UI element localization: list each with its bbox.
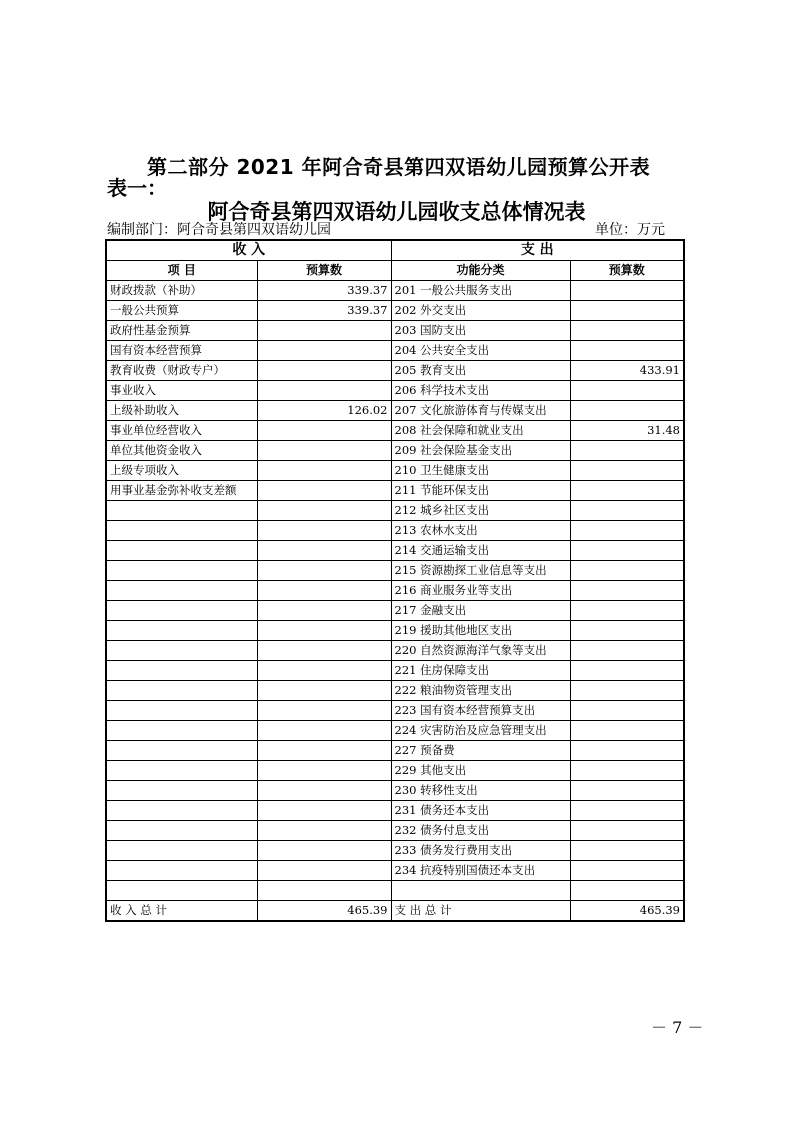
income-budget-cell [257,661,391,681]
expense-budget-cell [570,561,684,581]
compiling-department: 编制部门：阿合奇县第四双语幼儿园 [107,222,331,238]
income-budget-cell [257,601,391,621]
expense-budget-cell [570,521,684,541]
table-row [106,801,684,821]
income-item-cell [106,781,257,801]
expense-budget-cell [570,781,684,801]
table-row [106,701,684,721]
income-item-cell [106,821,257,841]
income-budget-cell [257,641,391,661]
income-budget-cell [257,681,391,701]
income-item-cell: 上级专项收入 [106,461,257,481]
expense-function-cell: 211 节能环保支出 [391,481,570,501]
expense-budget-cell [570,701,684,721]
income-item-cell: 事业单位经营收入 [106,421,257,441]
expense-function-cell: 234 抗疫特别国债还本支出 [391,861,570,881]
expense-function-cell: 223 国有资本经营预算支出 [391,701,570,721]
col-header-function: 功能分类 [391,261,570,281]
expense-budget-cell [570,601,684,621]
expense-function-cell: 206 科学技术支出 [391,381,570,401]
part-title: 第二部分 2021 年阿合奇县第四双语幼儿园预算公开表 [147,155,651,179]
income-item-cell [106,801,257,821]
expense-function-cell: 204 公共安全支出 [391,341,570,361]
expense-budget-cell [570,441,684,461]
table-row [106,521,684,541]
income-budget-cell [257,561,391,581]
table-row [106,721,684,741]
expense-budget-cell [570,741,684,761]
expense-budget-cell [570,321,684,341]
expense-function-cell: 230 转移性支出 [391,781,570,801]
income-group-header: 收 入 [106,240,391,261]
table-row [106,601,684,621]
income-budget-cell: 339.37 [257,301,391,321]
expense-function-cell: 224 灾害防治及应急管理支出 [391,721,570,741]
expense-function-cell: 203 国防支出 [391,321,570,341]
expense-budget-cell: 433.91 [570,361,684,381]
table-row [106,501,684,521]
expense-budget-cell [570,761,684,781]
income-item-cell [106,601,257,621]
table-row [106,421,684,441]
col-header-expense-budget: 预算数 [570,261,684,281]
income-item-cell: 政府性基金预算 [106,321,257,341]
income-budget-cell [257,701,391,721]
expense-function-cell: 219 援助其他地区支出 [391,621,570,641]
expense-function-cell: 201 一般公共服务支出 [391,281,570,301]
income-budget-cell [257,781,391,801]
expense-total-value: 465.39 [570,900,684,921]
income-item-cell [106,881,257,901]
table-row [106,661,684,681]
income-budget-cell [257,741,391,761]
table-row [106,461,684,481]
income-budget-cell [257,441,391,461]
expense-budget-cell [570,801,684,821]
table-row [106,361,684,381]
expense-function-cell: 207 文化旅游体育与传媒支出 [391,401,570,421]
income-item-cell: 事业收入 [106,381,257,401]
expense-function-cell: 222 粮油物资管理支出 [391,681,570,701]
expense-group-header: 支 出 [391,240,684,261]
expense-budget-cell [570,301,684,321]
table-row [106,401,684,421]
income-budget-cell [257,861,391,881]
income-budget-cell: 339.37 [257,281,391,301]
expense-budget-cell [570,881,684,901]
col-header-item: 项 目 [106,261,257,281]
income-budget-cell [257,821,391,841]
expense-budget-cell [570,821,684,841]
income-item-cell [106,621,257,641]
income-budget-cell: 126.02 [257,401,391,421]
expense-budget-cell [570,661,684,681]
table-group-header [106,240,684,261]
income-budget-cell [257,541,391,561]
expense-function-cell: 205 教育支出 [391,361,570,381]
expense-function-cell: 213 农林水支出 [391,521,570,541]
expense-budget-cell [570,481,684,501]
table-row [106,341,684,361]
income-budget-cell [257,481,391,501]
income-total-value: 465.39 [257,900,391,921]
table-row [106,861,684,881]
income-budget-cell [257,841,391,861]
expense-budget-cell: 31.48 [570,421,684,441]
table-row [106,281,684,301]
expense-function-cell: 210 卫生健康支出 [391,461,570,481]
income-budget-cell [257,381,391,401]
expense-total-label: 支 出 总 计 [391,900,570,921]
income-budget-cell [257,421,391,441]
income-item-cell: 上级补助收入 [106,401,257,421]
expense-function-cell: 217 金融支出 [391,601,570,621]
expense-budget-cell [570,861,684,881]
expense-function-cell: 212 城乡社区支出 [391,501,570,521]
expense-function-cell: 216 商业服务业等支出 [391,581,570,601]
income-item-cell [106,581,257,601]
income-budget-cell [257,341,391,361]
income-item-cell [106,641,257,661]
income-budget-cell [257,881,391,901]
table-row [106,301,684,321]
table-row [106,321,684,341]
income-item-cell [106,561,257,581]
expense-budget-cell [570,621,684,641]
income-item-cell: 单位其他资金收入 [106,441,257,461]
expense-budget-cell [570,541,684,561]
expense-function-cell: 214 交通运输支出 [391,541,570,561]
income-budget-cell [257,501,391,521]
budget-table [105,239,685,922]
expense-function-cell: 231 债务还本支出 [391,801,570,821]
income-item-cell [106,541,257,561]
expense-function-cell: 215 资源勘探工业信息等支出 [391,561,570,581]
income-budget-cell [257,621,391,641]
expense-function-cell: 220 自然资源海洋气象等支出 [391,641,570,661]
table-row [106,581,684,601]
table-row [106,621,684,641]
expense-budget-cell [570,581,684,601]
income-item-cell [106,841,257,861]
income-item-cell: 教育收费（财政专户） [106,361,257,381]
expense-function-cell: 227 预备费 [391,741,570,761]
income-budget-cell [257,361,391,381]
table-row [106,761,684,781]
expense-budget-cell [570,641,684,661]
expense-function-cell: 232 债务付息支出 [391,821,570,841]
income-budget-cell [257,801,391,821]
table-row [106,641,684,661]
table-row [106,541,684,561]
income-total-label: 收 入 总 计 [106,900,257,921]
income-item-cell: 国有资本经营预算 [106,341,257,361]
unit-label: 单位：万元 [595,222,665,238]
expense-function-cell: 221 住房保障支出 [391,661,570,681]
expense-budget-cell [570,681,684,701]
expense-budget-cell [570,381,684,401]
income-item-cell [106,501,257,521]
expense-budget-cell [570,721,684,741]
expense-function-cell: 202 外交支出 [391,301,570,321]
table-title: 阿合奇县第四双语幼儿园收支总体情况表 [207,200,586,224]
table-row [106,481,684,501]
income-budget-cell [257,461,391,481]
income-budget-cell [257,581,391,601]
table-row [106,821,684,841]
expense-budget-cell [570,281,684,301]
table-row [106,561,684,581]
income-budget-cell [257,761,391,781]
table-row [106,381,684,401]
income-budget-cell [257,321,391,341]
table-row [106,841,684,861]
income-item-cell: 用事业基金弥补收支差额 [106,481,257,501]
income-item-cell [106,761,257,781]
table-column-header [106,261,684,281]
expense-function-cell: 229 其他支出 [391,761,570,781]
expense-function-cell: 208 社会保障和就业支出 [391,421,570,441]
table-row [106,781,684,801]
income-budget-cell [257,721,391,741]
expense-function-cell: 209 社会保险基金支出 [391,441,570,461]
page-number: － 7 － [651,1018,704,1037]
table-row [106,881,684,901]
expense-budget-cell [570,461,684,481]
income-item-cell [106,521,257,541]
table-label: 表一： [107,176,167,200]
expense-budget-cell [570,841,684,861]
expense-budget-cell [570,341,684,361]
table-row [106,681,684,701]
col-header-income-budget: 预算数 [257,261,391,281]
income-item-cell [106,701,257,721]
income-item-cell [106,681,257,701]
income-budget-cell [257,521,391,541]
expense-budget-cell [570,401,684,421]
income-item-cell [106,861,257,881]
expense-function-cell [391,881,570,901]
table-row [106,441,684,461]
expense-function-cell: 233 债务发行费用支出 [391,841,570,861]
total-row [106,900,684,921]
income-item-cell [106,721,257,741]
income-item-cell: 一般公共预算 [106,301,257,321]
income-item-cell: 财政拨款（补助） [106,281,257,301]
income-item-cell [106,741,257,761]
expense-budget-cell [570,501,684,521]
income-item-cell [106,661,257,681]
table-row [106,741,684,761]
